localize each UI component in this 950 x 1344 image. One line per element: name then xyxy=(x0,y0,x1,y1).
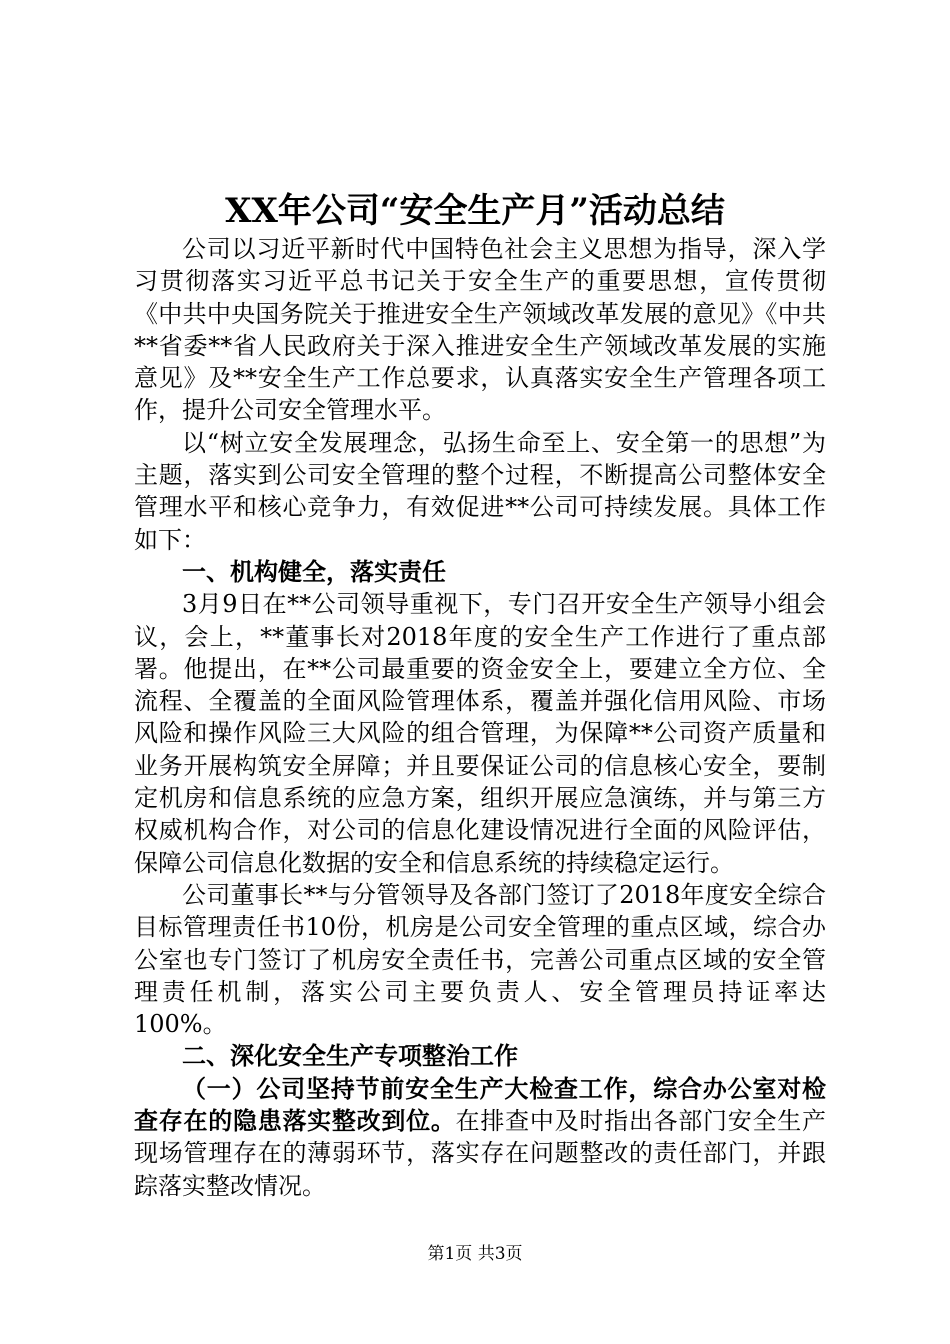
paragraph-inspection-text: 在排查中及时指出各部门安全生产现场管理存在的薄弱环节，落实存在问题整改的责任部门，并跟踪落实整改情况。 xyxy=(134,1107,827,1200)
document-title: XX年公司“安全生产月”活动总结 xyxy=(225,191,725,231)
paragraph-section1-responsibility: 公司董事长**与分管领导及各部门签订了2018年度安全综合目标管理责任书10份，机房是公司安全管理的重点区域，综合办公室也专门签订了机房安全责任书，完善公司重点区域的安全管理责任机制，落实公司主要负责人、安全管理员持证率达100%。 xyxy=(134,880,826,1039)
paragraph-section2-inspection xyxy=(134,1073,826,1202)
page-footer: 第1页 共3页 xyxy=(427,1244,523,1264)
section-heading-1: 一、机构健全，落实责任 xyxy=(182,556,446,586)
document-body xyxy=(134,233,826,1202)
paragraph-intro: 公司以习近平新时代中国特色社会主义思想为指导，深入学习贯彻落实习近平总书记关于安全生产的重要思想，宣传贯彻《中共中央国务院关于推进安全生产领域改革发展的意见》《中共**省委**省人民政府关于深入推进安全生产领域改革发展的实施意见》及**安全生产工作总要求，认真落实安全生产管理各项工作，提升公司安全管理水平。 xyxy=(134,235,826,425)
subheading-inspection: （一）公司坚持节前安全生产大检查工作，综合办公室对检查存在的隐患落实整改到位。 xyxy=(134,1073,826,1136)
paragraph-theme: 以“树立安全发展理念，弘扬生命至上、安全第一的思想”为主题，落实到公司安全管理的整个过程，不断提高公司整体安全管理水平和核心竞争力，有效促进**公司可持续发展。具体工作如下： xyxy=(134,428,826,554)
section-heading-2: 二、深化安全生产专项整治工作 xyxy=(182,1041,518,1071)
paragraph-section1-meeting: 3月9日在**公司领导重视下，专门召开安全生产领导小组会议，会上，**董事长对2018年度的安全生产工作进行了重点部署。他提出，在**公司最重要的资金安全上，要建立全方位、全流程、全覆盖的全面风险管理体系，覆盖并强化信用风险、市场风险和操作风险三大风险的组合管理，为保障**公司资产质量和业务开展构筑安全屏障；并且要保证公司的信息核心安全，要制定机房和信息系统的应急方案，组织开展应急演练，并与第三方权威机构合作，对公司的信息化建设情况进行全面的风险评估，保障公司信息化数据的安全和信息系统的持续稳定运行。 xyxy=(134,590,826,877)
